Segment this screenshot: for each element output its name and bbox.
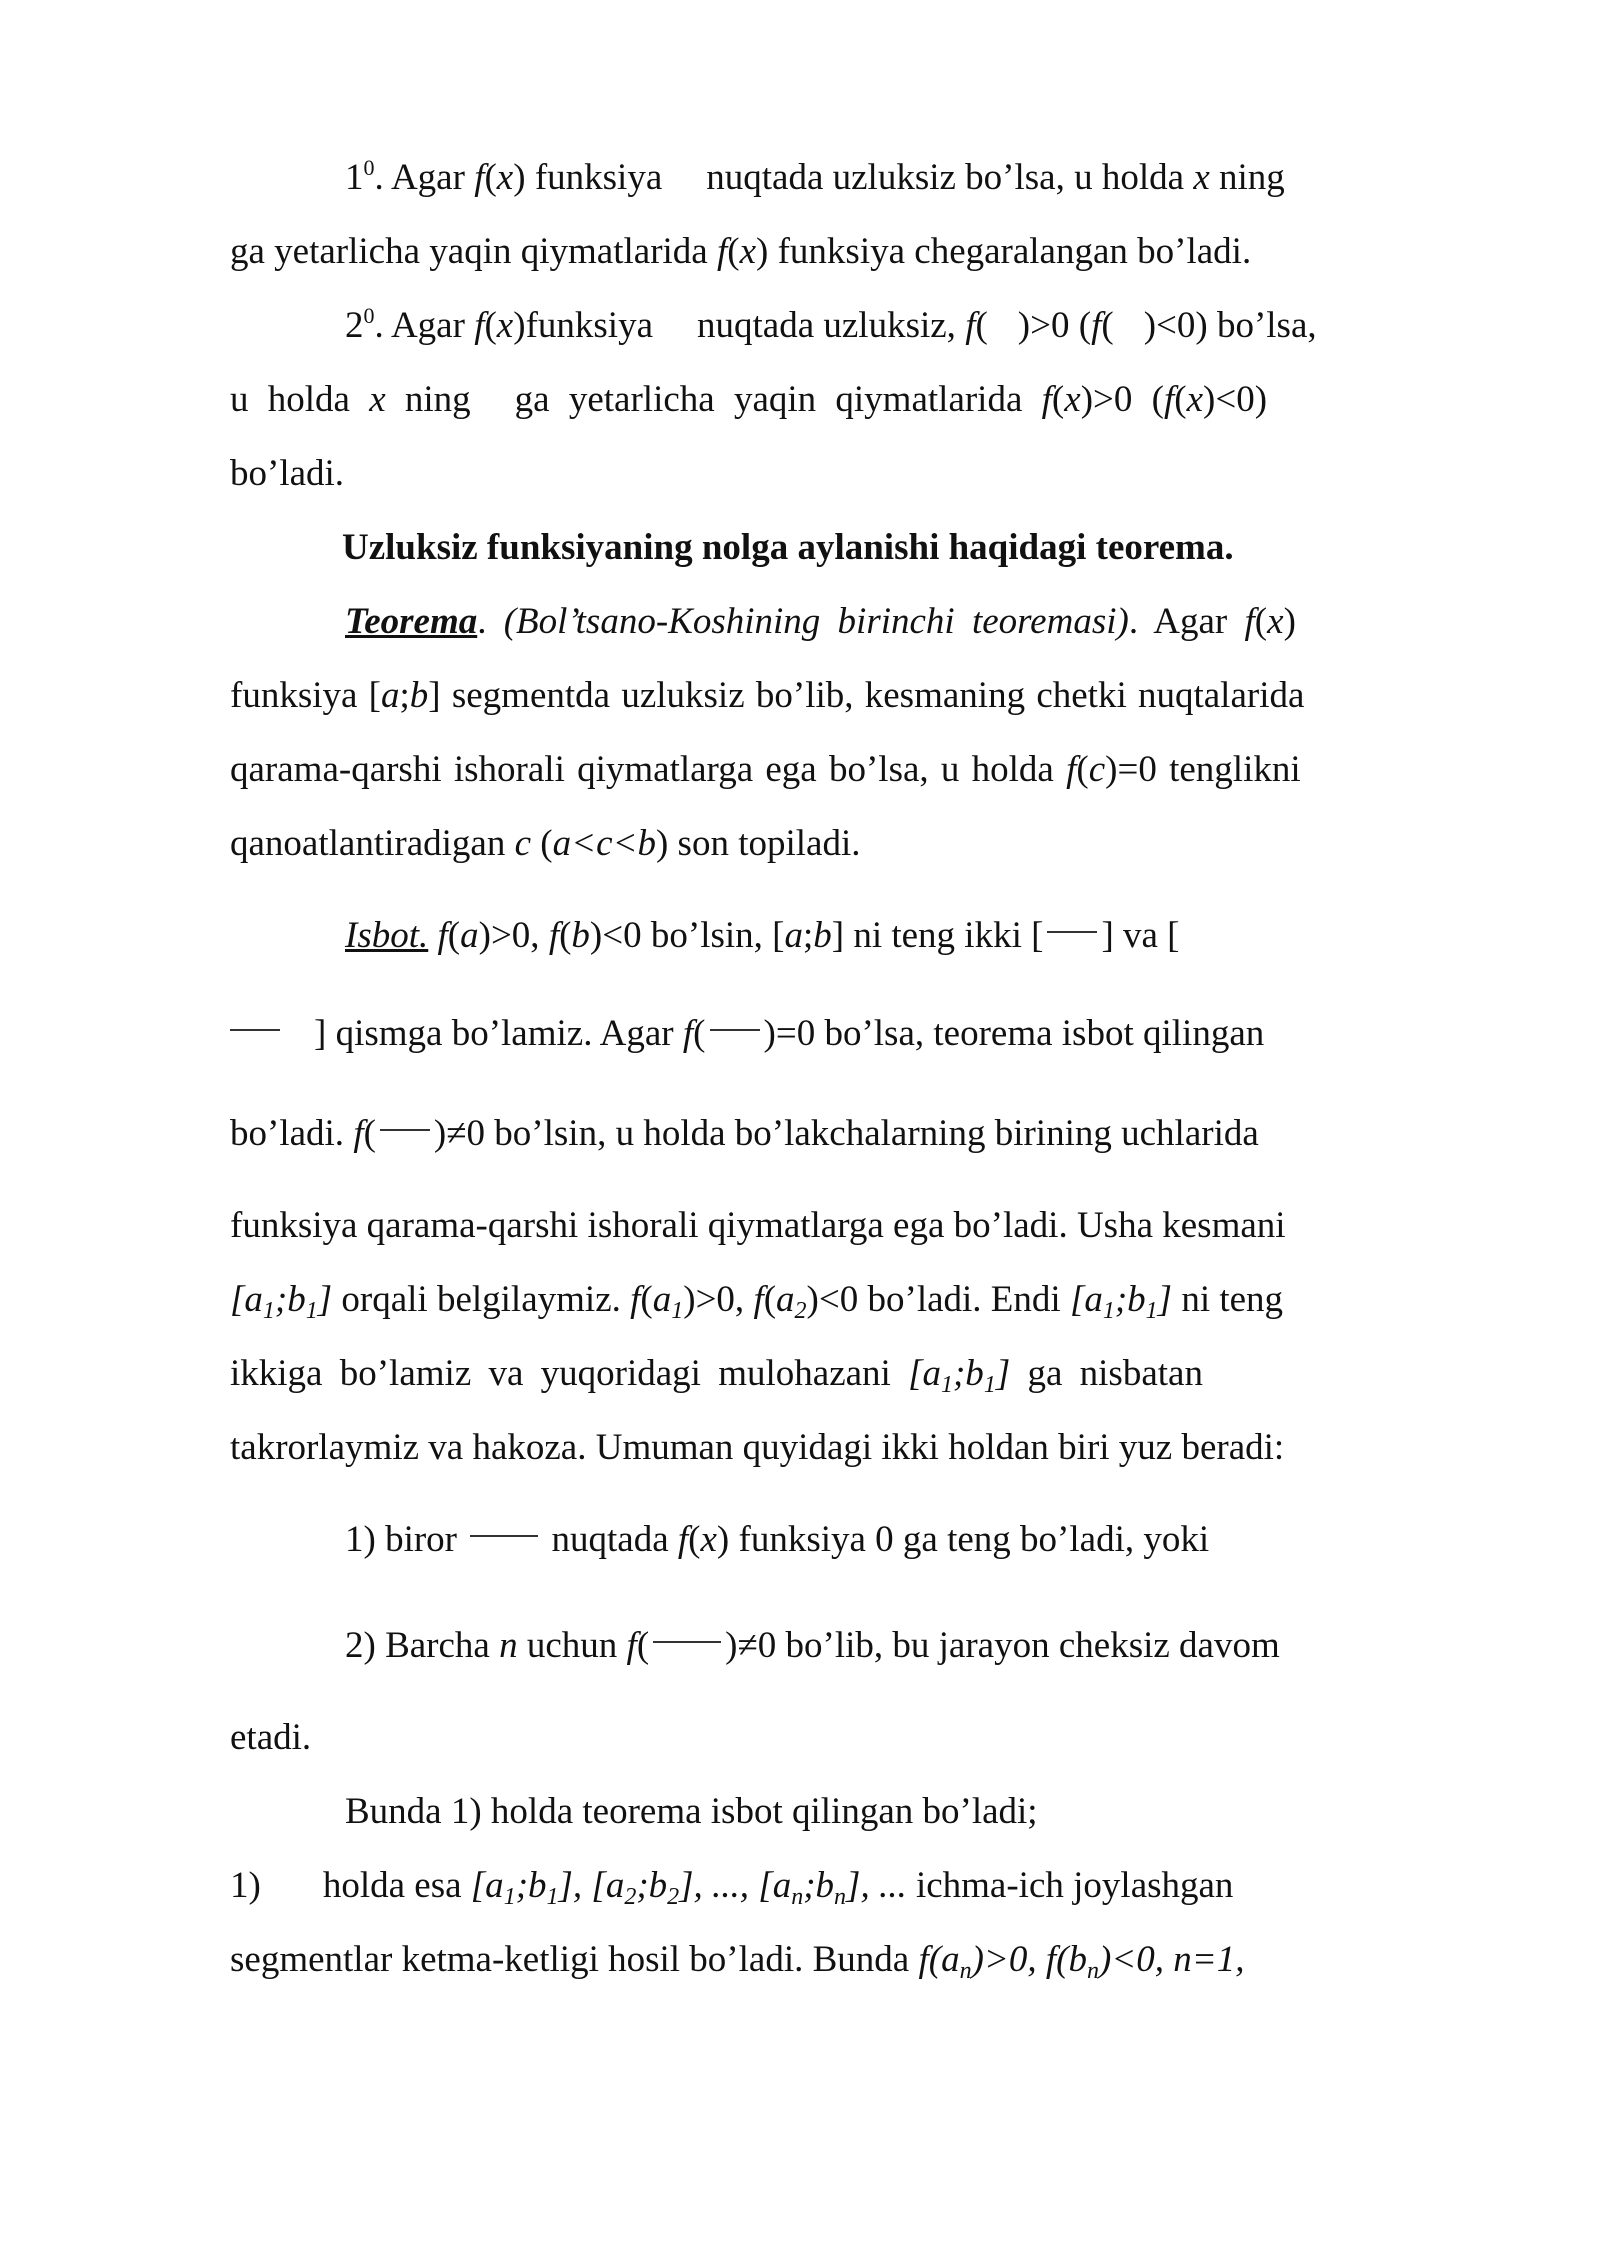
fraction-placeholder [710,1029,760,1031]
fraction-placeholder [1047,931,1097,933]
property-1-line-1: $1^0$. Agar f(x) funksiya nuqtada uzluksiz bo’lsa, u holda x ning [345,155,1285,198]
proof-line-5: $[a_1;b_1]$ orqali belgilaymiz. $f(a_1)>0$, $f(a_2)<0$ bo’ladi. Endi $[a_1;b_1]$ ni teng [230,1279,1284,1324]
section-heading: Uzluksiz funksiyaning nolga aylanishi haqidagi teorema. [342,527,1234,568]
proof-line-4: funksiya qarama-qarshi ishorali qiymatlarga ega bo’ladi. Usha kesmani [230,1205,1286,1246]
proof-line-7: takrorlaymiz va hakoza. Umuman quyidagi ikki holdan biri yuz beradi: [230,1427,1285,1468]
proof-line-1: Isbot. f(a)>0, f(b)<0 bo’lsin, [a;b] ni teng ikki [ ] va [ [345,915,1180,956]
proof-line-3: bo’ladi. f( )≠0 bo’lsin, u holda bo’lakchalarning birining uchlarida [230,1113,1259,1154]
property-2-line-3: bo’ladi. [230,453,345,494]
case-2-line-1: 2) Barcha n uchun f( )≠0 bo’lib, bu jarayon cheksiz davom [345,1625,1280,1666]
fraction-placeholder [653,1641,721,1643]
fraction-placeholder [380,1129,430,1131]
theorem-line-2: funksiya [a;b] segmentda uzluksiz bo’lib, kesmaning chetki nuqtalarida [230,675,1305,716]
fraction-placeholder [230,1029,280,1031]
conclusion-line-2: 1) holda esa $[a_1;b_1]$, $[a_2;b_2]$, ..., $[a_n;b_n]$, ... ichma-ich joylashgan [230,1865,1234,1910]
conclusion-line-1: Bunda 1) holda teorema isbot qilingan bo’ladi; [345,1791,1038,1832]
conclusion-line-3: segmentlar ketma-ketligi hosil bo’ladi. Bunda $f(a_n)>0$, $f(b_n)<0$, n=1, [230,1939,1245,1984]
case-1-line: 1) biror nuqtada f(x) funksiya 0 ga teng bo’ladi, yoki [345,1519,1210,1560]
property-2-line-1: $2^0$. Agar f(x)funksiya nuqtada uzluksiz, f( )>0 (f( )<0) bo’lsa, [345,303,1317,346]
proof-line-6: ikkiga bo’lamiz va yuqoridagi mulohazani $[a_1;b_1]$ ga nisbatan [230,1353,1203,1398]
theorem-line-3: qarama-qarshi ishorali qiymatlarga ega bo’lsa, u holda f(c)=0 tenglikni [230,749,1301,790]
theorem-label: Teorema [345,601,478,642]
theorem-line-1: Teorema. (Bol’tsano-Koshining birinchi teoremasi). Agar f(x) [345,601,1296,642]
fraction-placeholder [470,1535,538,1537]
property-2-line-2: u holda x ning ga yetarlicha yaqin qiymatlarida f(x)>0 (f(x)<0) [230,379,1268,420]
proof-label: Isbot. [345,915,429,956]
property-1-line-2: ga yetarlicha yaqin qiymatlarida f(x) funksiya chegaralangan bo’ladi. [230,231,1252,272]
case-2-line-2: etadi. [230,1717,312,1758]
proof-line-2: ] qismga bo’lamiz. Agar f( )=0 bo’lsa, teorema isbot qilingan [230,1012,1490,1056]
theorem-line-4: qanoatlantiradigan c (a<c<b) son topiladi. [230,823,861,864]
